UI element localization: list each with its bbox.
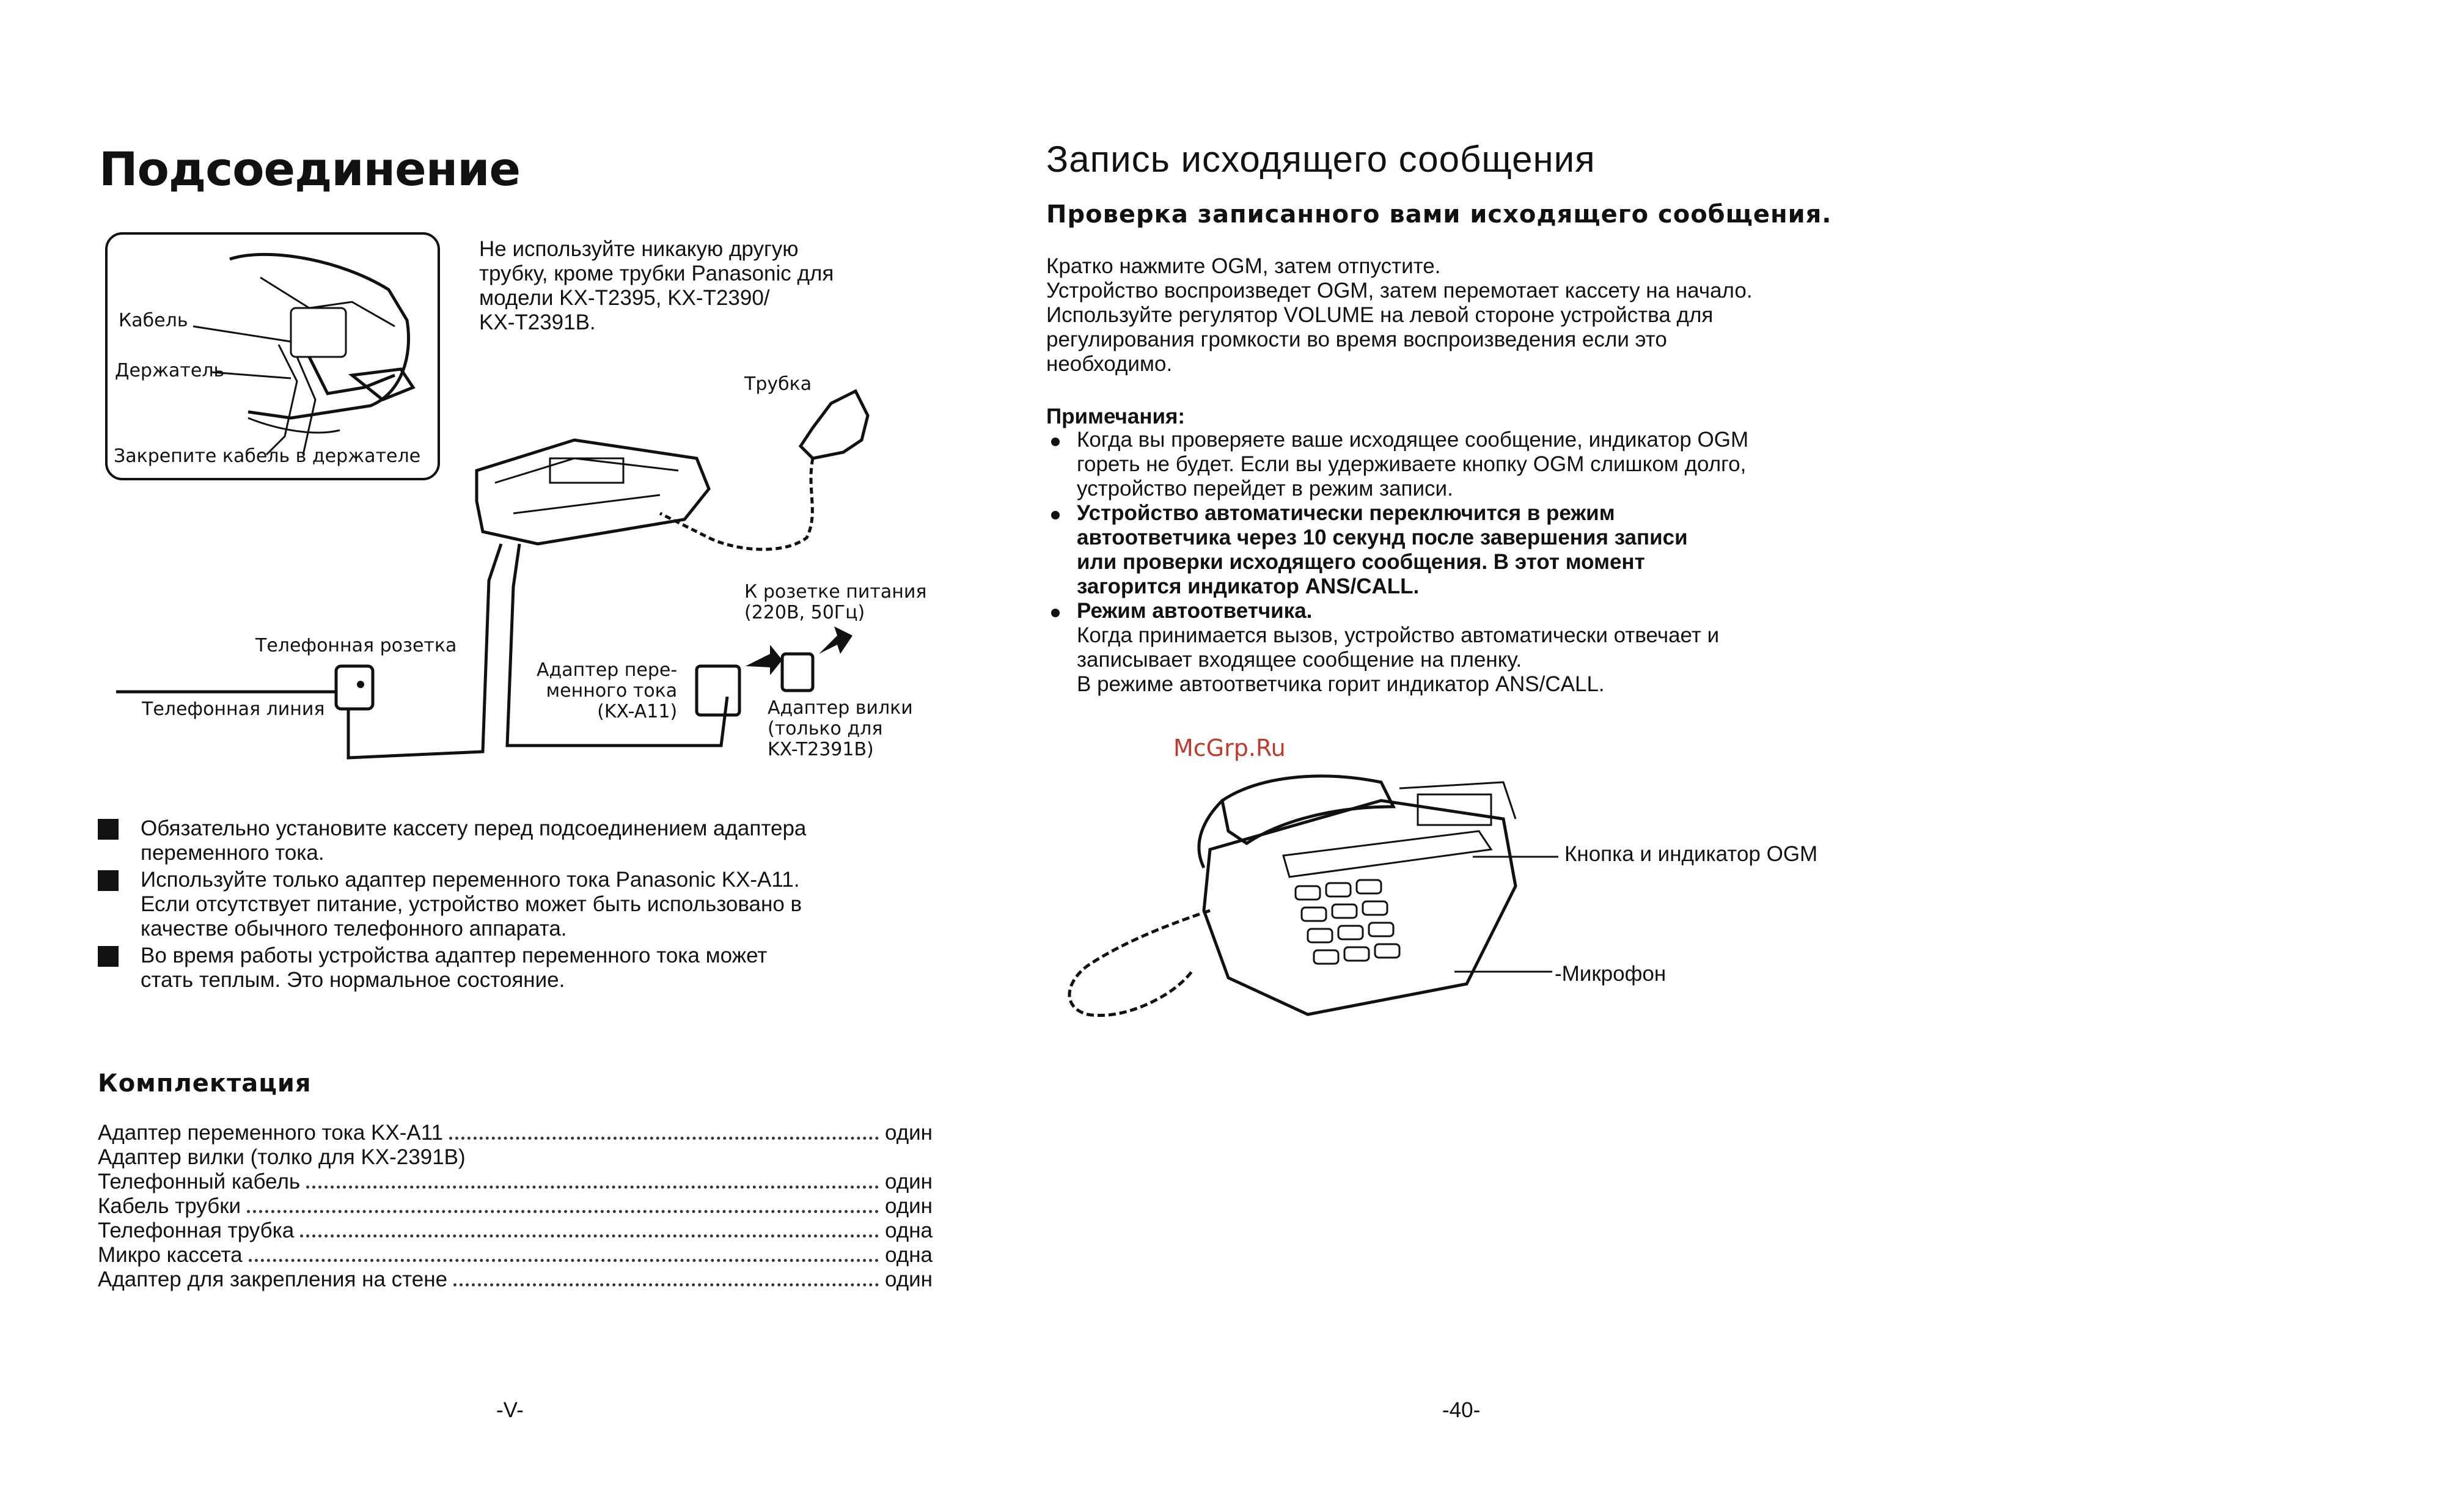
microphone-label: -Микрофон <box>1555 962 1667 986</box>
package-item: Кабель трубки один <box>98 1194 933 1218</box>
square-bullet-icon <box>98 819 119 840</box>
handset-drawing <box>1222 776 1393 843</box>
plug-adapter-drawing <box>782 654 813 691</box>
section-subtitle: Проверка записанного вами исходящего сообщения. <box>1046 200 1832 229</box>
inset-caption: Закрепите кабель в держателе <box>114 446 421 467</box>
handset-cord <box>1069 911 1210 1016</box>
package-item: Адаптер для закрепления на стене один <box>98 1267 933 1291</box>
ac-adapter-drawing <box>697 666 739 715</box>
handset-warning-text: Не используйте никакую другую трубку, кроме трубки Panasonic для модели KX-T2395, KX-T2390/ KX-T2391B. <box>479 237 834 334</box>
square-bullet-icon <box>98 870 119 891</box>
bullet-item: Обязательно установите кассету перед подсоединением адаптера переменного тока. <box>141 816 807 865</box>
inset-holder-label: Держатель <box>115 360 225 381</box>
answering-mode-text: Когда принимается вызов, устройство автоматически отвечает и записывает входящее сообщение на пленку. В режиме автоответчика горит индикатор ANS/CALL. <box>1077 623 1720 696</box>
square-bullet-icon <box>98 946 119 967</box>
page-number-right: -40- <box>1442 1398 1481 1422</box>
keypad-buttons <box>1296 880 1399 964</box>
bullet-item: Используйте только адаптер переменного тока Panasonic KX-A11. Если отсутствует питание, устройство может быть использовано в качестве обычного телефонного аппарата. <box>141 868 802 941</box>
handset-label: Трубка <box>744 373 812 395</box>
inset-cable-label: Кабель <box>119 310 188 331</box>
watermark-text: McGrp.Ru <box>1173 735 1286 761</box>
round-bullet-icon <box>1051 511 1060 519</box>
package-contents-list <box>98 1121 933 1292</box>
page-title-right: Запись исходящего сообщения <box>1046 139 1596 180</box>
wall-jack-label: Телефонная розетка <box>255 635 457 656</box>
package-item: Микро кассета одна <box>98 1243 933 1267</box>
telephone-line-label: Телефонная линия <box>142 698 325 720</box>
page-number-left: -V- <box>496 1398 524 1422</box>
note-item: Режим автоответчика. <box>1077 599 1313 623</box>
plug-adapter-label: Адаптер вилки (только для KX-T2391B) <box>768 697 913 760</box>
wall-jack-drawing <box>336 666 373 709</box>
package-item: Адаптер вилки (толко для KX-2391B) <box>98 1145 933 1170</box>
ac-adapter-label: Адаптер пере- менного тока (KX-A11) <box>537 659 678 722</box>
page-title-left: Подсоединение <box>99 142 520 196</box>
note-item: Когда вы проверяете ваше исходящее сообщение, индикатор OGM гореть не будет. Если вы удерживаете кнопку OGM слишком долго, устройство перейдет в режим записи. <box>1077 428 1749 501</box>
phone-illustration <box>1051 764 1589 1039</box>
instructions-text: Кратко нажмите OGM, затем отпустите. Устройство воспроизведет OGM, затем перемотает кассету на начало. Используйте регулятор VOLUME на левой стороне устройства для регулирования громкости во время воспроизведения если это необходимо. <box>1046 254 1753 376</box>
power-outlet-label: К розетке питания (220В, 50Гц) <box>744 581 927 623</box>
handset-drawing <box>801 391 868 458</box>
round-bullet-icon <box>1051 438 1060 446</box>
package-item: Телефонная трубка одна <box>98 1219 933 1242</box>
package-title: Комплектация <box>98 1069 312 1098</box>
package-item: Адаптер переменного тока KX-A11 один <box>98 1121 933 1145</box>
notes-title: Примечания: <box>1046 405 1186 428</box>
phone-base-drawing <box>477 440 709 544</box>
handset-cord <box>660 458 813 549</box>
package-item: Телефонный кабель один <box>98 1170 933 1194</box>
ogm-button-label: Кнопка и индикатор OGM <box>1564 842 1818 866</box>
bullet-item: Во время работы устройства адаптер переменного тока может стать теплым. Это нормальное состояние. <box>141 944 768 992</box>
note-item: Устройство автоматически переключится в режим автоответчика через 10 секунд после завершения записи или проверки исходящего сообщения. В этот момент загорится индикатор ANS/CALL. <box>1077 501 1688 598</box>
round-bullet-icon <box>1051 609 1060 617</box>
